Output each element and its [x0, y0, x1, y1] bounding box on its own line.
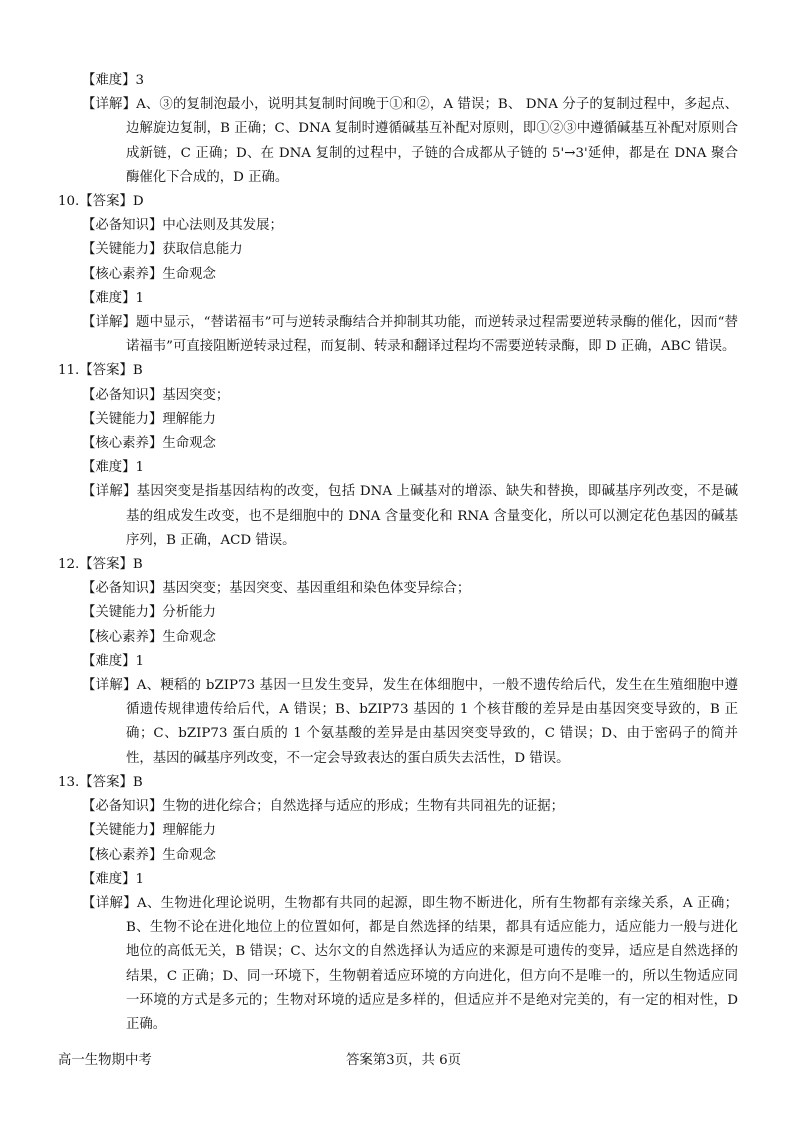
knowledge-line: 【必备知识】基因突变；	[82, 387, 230, 403]
ability-line: 【关键能力】分析能力	[82, 605, 216, 621]
ability-line: 【关键能力】理解能力	[82, 823, 216, 839]
answer-content	[58, 69, 738, 1037]
ability-line: 【关键能力】理解能力	[82, 411, 216, 427]
literacy-line: 【核心素养】生命观念	[82, 436, 216, 452]
difficulty-line: 【难度】1	[82, 460, 145, 476]
knowledge-line: 【必备知识】中心法则及其发展；	[82, 218, 283, 234]
detail-paragraph: 【详解】题中显示，“替诺福韦”可与逆转录酶结合并抑制其功能，而逆转录过程需要逆转录酶的催化，因而“替诺福韦”可直接阻断逆转录过程，而复制、转录和翻译过程均不需要逆转录酶，即 D 正确，ABC 错误。	[82, 315, 738, 355]
literacy-line: 【核心素养】生命观念	[82, 847, 216, 863]
ability-line: 【关键能力】获取信息能力	[82, 242, 243, 258]
difficulty-line: 【难度】1	[82, 290, 145, 306]
literacy-line: 【核心素养】生命观念	[82, 266, 216, 282]
detail-paragraph: 【详解】基因突变是指基因结构的改变，包括 DNA 上碱基对的增添、缺失和替换，即碱基序列改变，不是碱基的组成发生改变，也不是细胞中的 DNA 含量变化和 RNA 含量变化，所以可以测定花色基因的碱基序列，B 正确，ACD 错误。	[82, 484, 738, 548]
literacy-line: 【核心素养】生命观念	[82, 629, 216, 645]
knowledge-line: 【必备知识】生物的进化综合；自然选择与适应的形成；生物有共同祖先的证据；	[82, 799, 565, 815]
answer-heading-13: 13.【答案】B	[58, 774, 143, 790]
answer-heading-12: 12.【答案】B	[58, 557, 143, 573]
difficulty-line: 【难度】1	[82, 653, 145, 669]
answer-heading-10: 10.【答案】D	[58, 194, 144, 210]
page-footer	[0, 1049, 794, 1071]
detail-paragraph: 【详解】A、③的复制泡最小，说明其复制时间晚于①和②，A 错误；B、 DNA 分子的复制过程中，多起点、边解旋边复制，B 正确；C、DNA 复制时遵循碱基互补配对原则，即①②③中遵循碱基互补配对原则合成新链，C 正确；D、在 DNA 复制的过程中，子链的合成都从子链的 5'→3'延伸，都是在 DNA 聚合酶催化下合成的，D 正确。	[82, 97, 738, 185]
footer-exam-title: 高一生物期中考	[58, 1053, 152, 1068]
answer-heading-11: 11.【答案】B	[58, 363, 143, 379]
difficulty-line: 【难度】1	[82, 871, 145, 887]
detail-paragraph: 【详解】A、生物进化理论说明，生物都有共同的起源，即生物不断进化，所有生物都有亲缘关系，A 正确；B、生物不论在进化地位上的位置如何，都是自然选择的结果，都具有适应能力，适应能力一般与进化地位的高低无关，B 错误；C、达尔文的自然选择认为适应的来源是可遗传的变异，适应是自然选择的结果，C 正确；D、同一环境下，生物朝着适应环境的方向进化，但方向不是唯一的，所以生物适应同一环境的方式是多元的；生物对环境的适应是多样的，但适应并不是绝对完美的，有一定的相对性，D 正确。	[82, 895, 738, 1032]
detail-paragraph: 【详解】A、粳稻的 bZIP73 基因一旦发生变异，发生在体细胞中，一般不遗传给后代，发生在生殖细胞中遵循遗传规律遗传给后代，A 错误；B、bZIP73 基因的 1 个核苷酸的差异是由基因突变导致的，B 正确；C、bZIP73 蛋白质的 1 个氨基酸的差异是由基因突变导致的，C 错误；D、由于密码子的简并性，基因的碱基序列改变，不一定会导致表达的蛋白质失去活性，D 错误。	[82, 678, 738, 766]
knowledge-line: 【必备知识】基因突变；基因突变、基因重组和染色体变异综合；	[82, 581, 471, 597]
footer-page-number: 答案第3页，共 6页	[346, 1053, 462, 1068]
difficulty-line: 【难度】3	[82, 73, 145, 88]
